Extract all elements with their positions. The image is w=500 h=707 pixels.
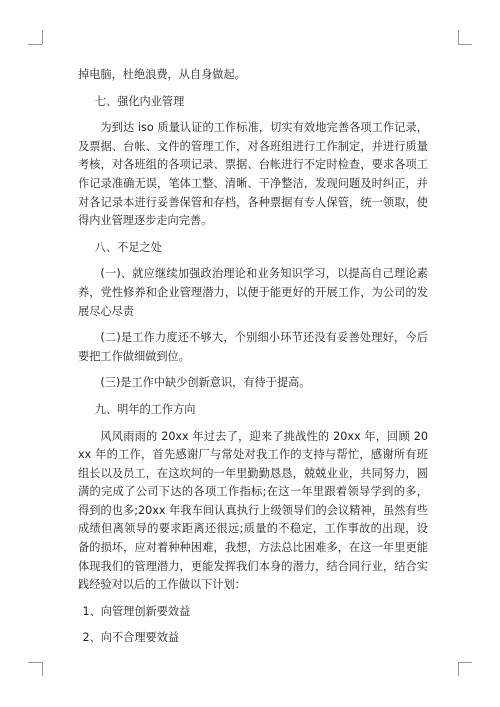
paragraph-shortcoming-3: (三)是工作中缺少创新意识，有待于提高。 bbox=[100, 376, 311, 390]
section-heading-8: 八、不足之处 bbox=[94, 240, 162, 254]
section-heading-9: 九、明年的工作方向 bbox=[94, 402, 196, 416]
paragraph-next-year: 风风雨雨的 20xx 年过去了，迎来了挑战性的 20xx 年，回顾 20xx 年的工作，首先感谢厂与常处对我工作的支持与帮忙，感谢所有班组长以及员工，在这坎坷的一年里勤勤恳恳，兢兢业业，共同努力，圆满的完成了公司下达的各项工作指标;在这一年里跟着领导学到的多，得到的也多;20xx 年我车间认真执行上级领导们的会议精神，虽然有些成绩但离领导的要求距离还很远;质量的不稳定，工作事故的出现，设备的损坏，应对着种种困难，我想，方法总比困难多，在这一年里更能体现我们的管理潜力，更能发挥我们本身的潜力，结合同行业，结合实践经验对以后的工作做以下计划： bbox=[78, 429, 428, 592]
list-item-plan-2: 2、向不合理要效益 bbox=[82, 631, 180, 645]
paragraph-continuation: 掉电脑，杜绝浪费，从自身做起。 bbox=[78, 68, 246, 81]
paragraph-shortcoming-1: (一)、就应继续加强政治理论和业务知识学习，以提高自己理论素养，党性修养和企业管理潜力，以便于能更好的开展工作，为公司的发展尽心尽责 bbox=[78, 267, 428, 318]
document-body bbox=[78, 66, 428, 656]
list-item-plan-1: 1、向管理创新要效益 bbox=[82, 604, 191, 618]
paragraph-internal-management: 为到达 iso 质量认证的工作标准，切实有效地完善各项工作记录，及票据、台帐、文件的管理工作，对各班组进行工作制定，并进行质量考核，对各班组的各项记录、票据、台帐进行不定时检查，要求各项工作记录准确无误，笔体工整、清晰、干净整洁，发现问题及时纠正，并对各记录本进行妥善保管和存档，各种票据有专人保管，统一领取，使得内业管理逐步走向完善。 bbox=[78, 121, 428, 228]
paragraph-shortcoming-2: (二)是工作力度还不够大，个别细小环节还没有妥善处理好，今后要把工作做细做到位。 bbox=[78, 331, 428, 363]
section-heading-7: 七、强化内业管理 bbox=[94, 94, 185, 108]
